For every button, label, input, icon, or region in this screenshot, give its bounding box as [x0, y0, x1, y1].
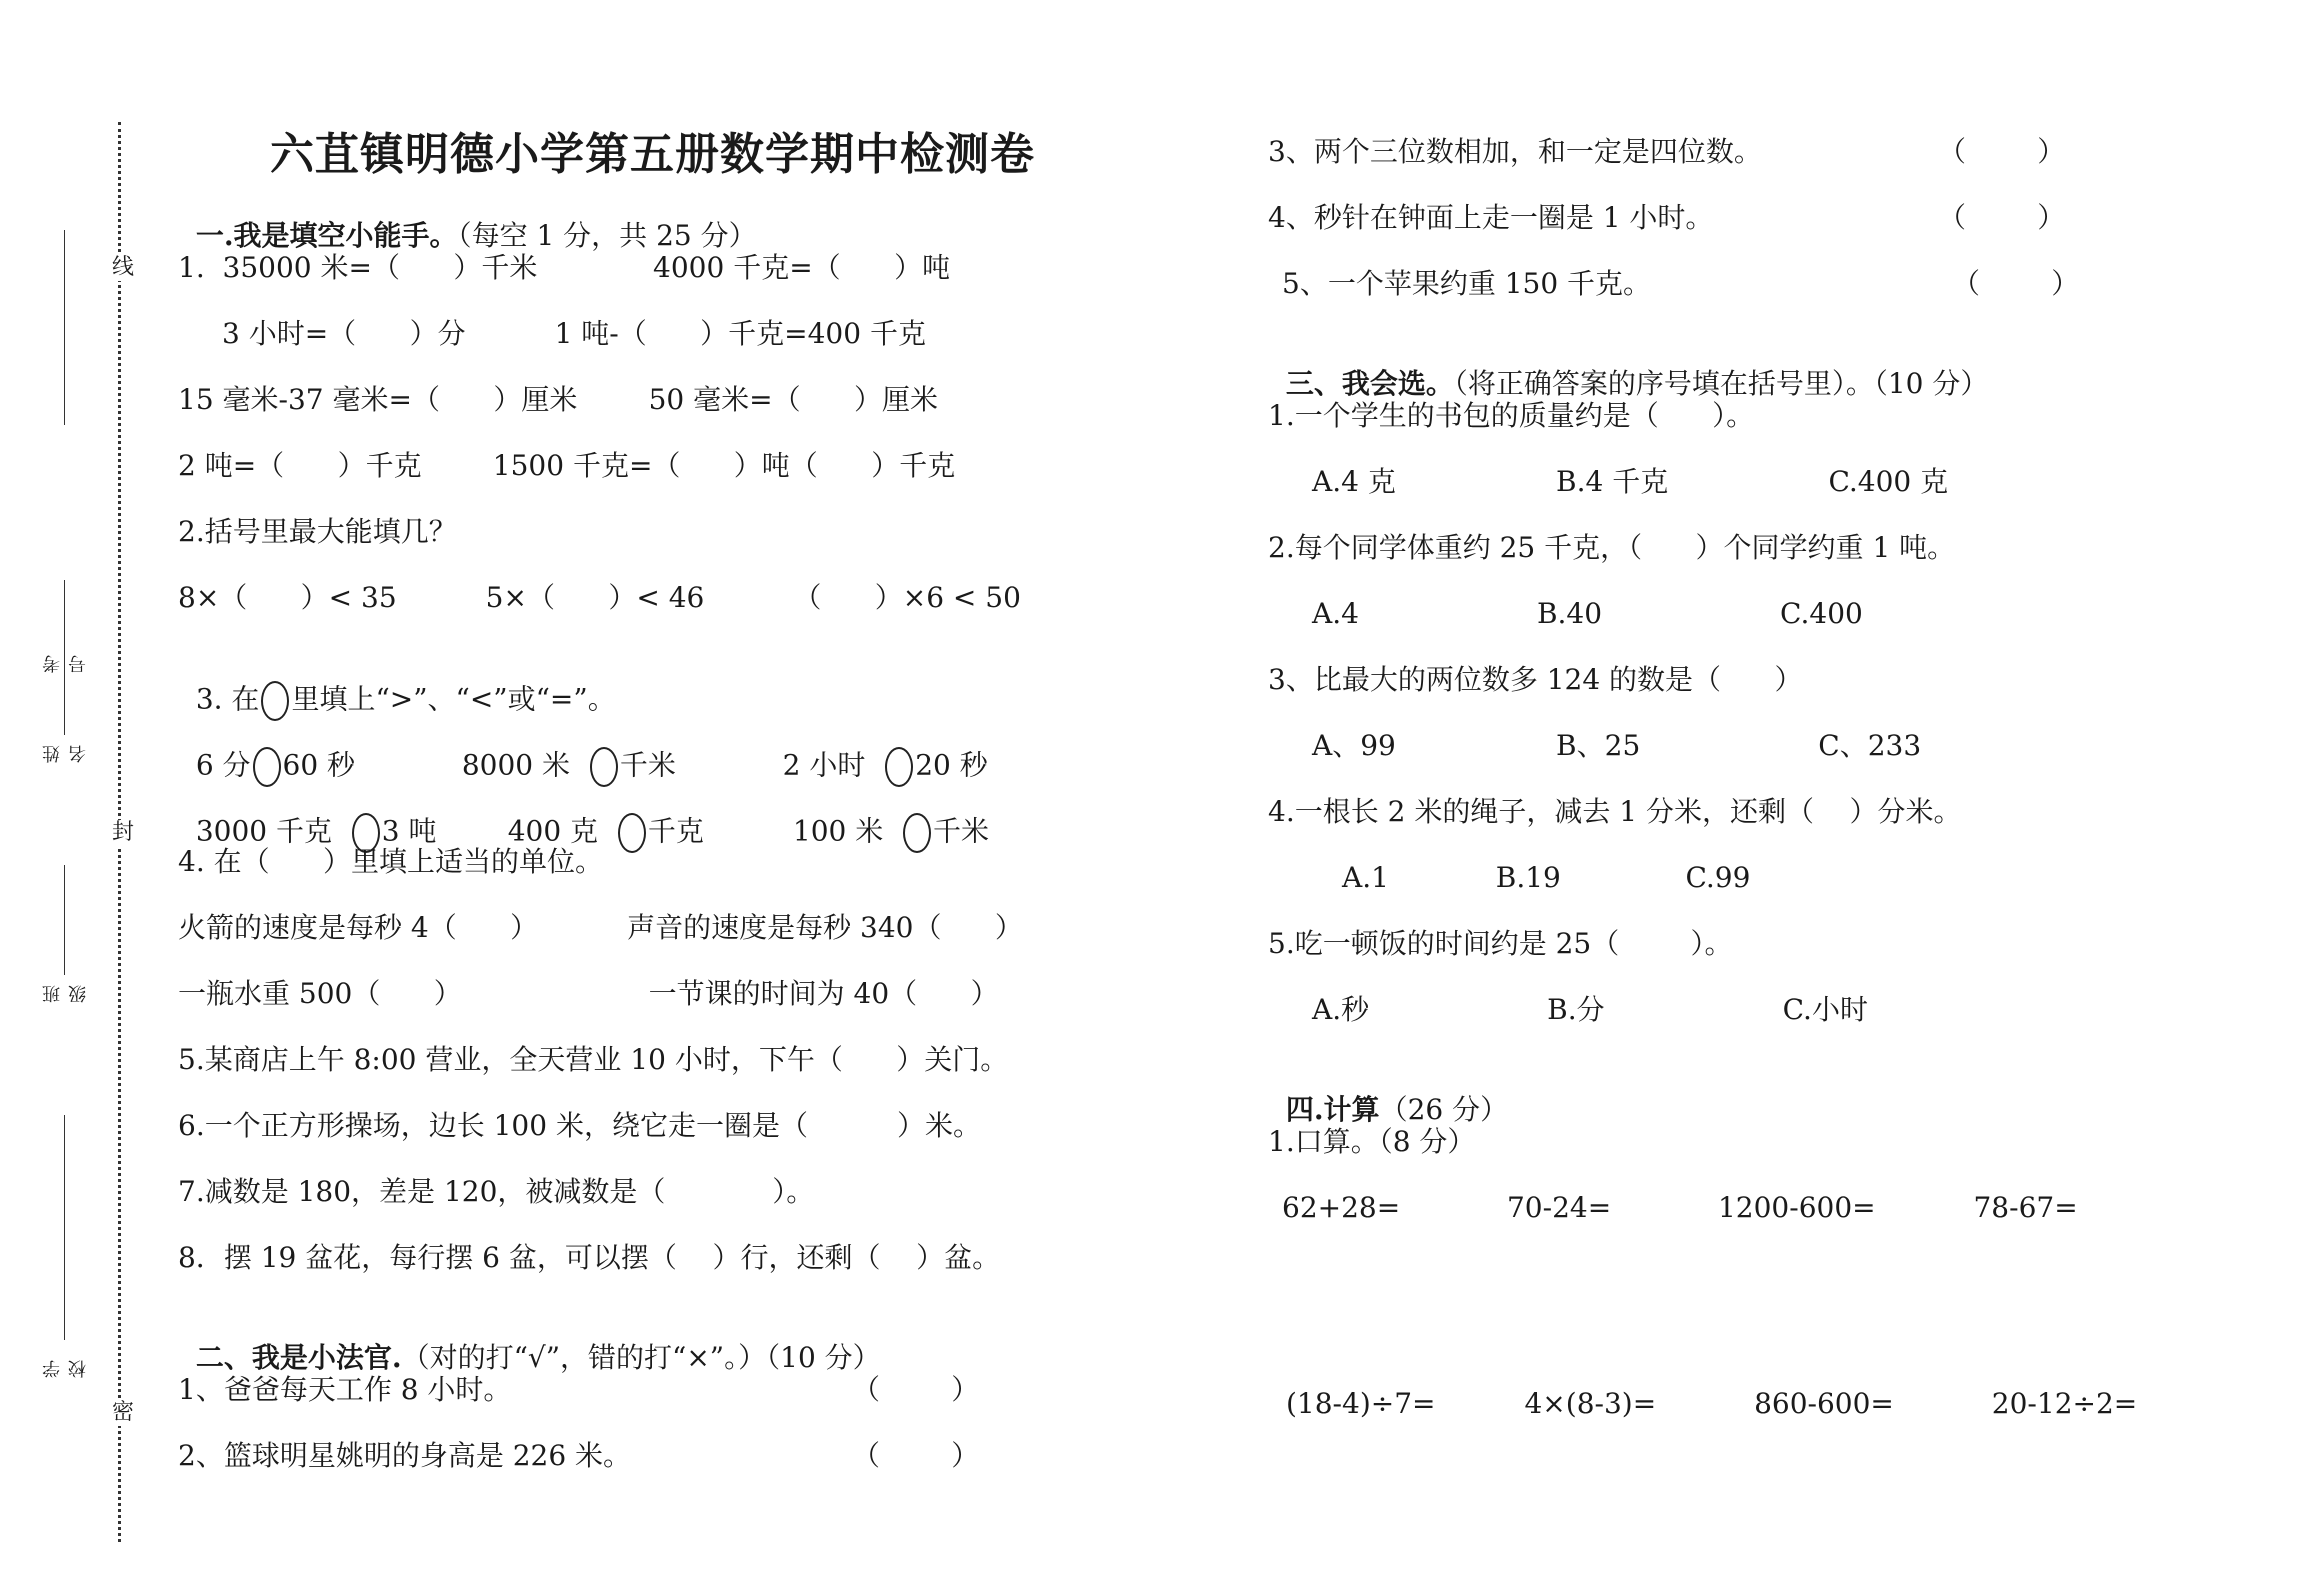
question-4: 4. 在（ ）里填上适当的单位。	[178, 845, 604, 878]
page-title: 六苴镇明德小学第五册数学期中检测卷	[270, 129, 1035, 180]
field-label: 学校	[42, 1360, 89, 1378]
section-title: 三、我会选。	[1285, 367, 1454, 400]
question-1a: 1. 35000 米=（ ）千米 4000 千克=（ ）吨	[178, 251, 951, 284]
judge-5: 5、一个苹果约重 150 千克。	[1282, 267, 1652, 300]
judge-1: 1、爸爸每天工作 8 小时。	[178, 1373, 512, 1406]
section-title: 二、我是小法官.	[195, 1341, 402, 1374]
section-note: （将正确答案的序号填在括号里）。（10 分）	[1453, 367, 1989, 400]
judge-3-answer[interactable]: （ ）	[1938, 135, 2066, 168]
binding-char-mi: 密	[112, 1400, 135, 1425]
question-7: 7.减数是 180，差是 120，被减数是（ ）。	[178, 1175, 815, 1208]
choice-4-options: A.1 B.19 C.99	[1342, 861, 1751, 894]
section-note: （26 分）	[1379, 1093, 1509, 1126]
question-4b: 一瓶水重 500（ ） 一节课的时间为 40（ ）	[178, 977, 999, 1010]
judge-2-answer[interactable]: （ ）	[852, 1439, 980, 1472]
choice-2-options: A.4 B.40 C.400	[1312, 597, 1863, 630]
q3a-part1: 6 分	[195, 748, 251, 782]
question-2: 2.括号里最大能填几？	[178, 515, 457, 548]
calc-1-row-b: (18-4)÷7= 4×(8-3)= 860-600= 20-12÷2=	[1286, 1387, 2138, 1420]
q3b-part2: 3 吨 400 克	[381, 814, 599, 848]
choice-1-options: A.4 克 B.4 千克 C.400 克	[1312, 465, 1949, 498]
section-note: （对的打“√”，错的打“×”。）（10 分）	[401, 1341, 881, 1374]
judge-4-answer[interactable]: （ ）	[1938, 201, 2066, 234]
section-4-heading	[1268, 1059, 1508, 1127]
compare-circle-icon[interactable]	[618, 813, 646, 853]
field-line	[64, 865, 65, 975]
binding-char-feng: 封	[112, 820, 135, 845]
field-label: 班级	[42, 985, 89, 1003]
question-1c: 15 毫米-37 毫米=（ ）厘米 50 毫米=（ ）厘米	[178, 383, 938, 416]
question-3	[178, 647, 616, 721]
judge-5-answer[interactable]: （ ）	[1952, 267, 2080, 300]
question-1d: 2 吨=（ ）千克 1500 千克=（ ）吨（ ）千克	[178, 449, 956, 482]
compare-circle-icon[interactable]	[903, 813, 931, 853]
choice-3-options: A、99 B、25 C、233	[1312, 729, 1922, 762]
choice-3: 3、比最大的两位数多 124 的数是（ ）	[1268, 663, 1803, 696]
judge-2: 2、篮球明星姚明的身高是 226 米。	[178, 1439, 632, 1472]
section-3-heading	[1268, 333, 1988, 401]
question-8: 8．摆 19 盆花，每行摆 6 盆，可以摆（ ）行，还剩（ ）盆。	[178, 1241, 1001, 1274]
binding-char-xian: 线	[112, 255, 135, 280]
section-title: 四.计算	[1285, 1093, 1380, 1126]
field-label: 考号	[42, 655, 89, 673]
question-3a	[178, 713, 988, 787]
choice-4: 4.一根长 2 米的绳子，减去 1 分米，还剩（ ）分米。	[1268, 795, 1962, 828]
calc-1-row-a: 62+28= 70-24= 1200-600= 78-67=	[1282, 1191, 2078, 1224]
q3a-part3: 千米 2 小时	[619, 748, 866, 782]
section-2-heading	[178, 1307, 881, 1375]
choice-1: 1.一个学生的书包的质量约是（ ）。	[1268, 399, 1755, 432]
q3-prefix: 3. 在	[195, 682, 260, 716]
field-label: 姓名	[42, 745, 89, 763]
q3-suffix: 里填上“>”、“<”或“=”。	[291, 682, 616, 716]
question-6: 6.一个正方形操场，边长 100 米，绕它走一圈是（ ）米。	[178, 1109, 981, 1142]
question-3b	[178, 779, 989, 853]
field-line	[64, 1115, 65, 1340]
calc-1: 1.口算。（8 分）	[1268, 1125, 1476, 1158]
question-4a: 火箭的速度是每秒 4（ ） 声音的速度是每秒 340（ ）	[178, 911, 1023, 944]
q3a-part2: 60 秒 8000 米	[282, 748, 571, 782]
field-line	[64, 580, 65, 735]
question-2a: 8×（ ）< 35 5×（ ）< 46 （ ）×6 < 50	[178, 581, 1021, 614]
judge-1-answer[interactable]: （ ）	[852, 1373, 980, 1406]
judge-4: 4、秒针在钟面上走一圈是 1 小时。	[1268, 201, 1714, 234]
choice-2: 2.每个同学体重约 25 千克，（ ）个同学约重 1 吨。	[1268, 531, 1956, 564]
question-1b: 3 小时=（ ）分 1 吨-（ ）千克=400 千克	[222, 317, 926, 350]
judge-3: 3、两个三位数相加，和一定是四位数。	[1268, 135, 1762, 168]
section-1-heading	[178, 185, 757, 253]
q3a-part4: 20 秒	[915, 748, 988, 782]
section-title: 一.我是填空小能手。	[195, 219, 458, 252]
section-note: （每空 1 分，共 25 分）	[457, 219, 757, 252]
choice-5: 5.吃一顿饭的时间约是 25（ ）。	[1268, 927, 1733, 960]
choice-5-options: A.秒 B.分 C.小时	[1312, 993, 1868, 1026]
q3b-part3: 千克 100 米	[647, 814, 884, 848]
q3b-part4: 千米	[933, 814, 990, 848]
question-5: 5.某商店上午 8:00 营业，全天营业 10 小时，下午（ ）关门。	[178, 1043, 1009, 1076]
q3b-part1: 3000 千克	[195, 814, 332, 848]
field-line	[64, 230, 65, 425]
